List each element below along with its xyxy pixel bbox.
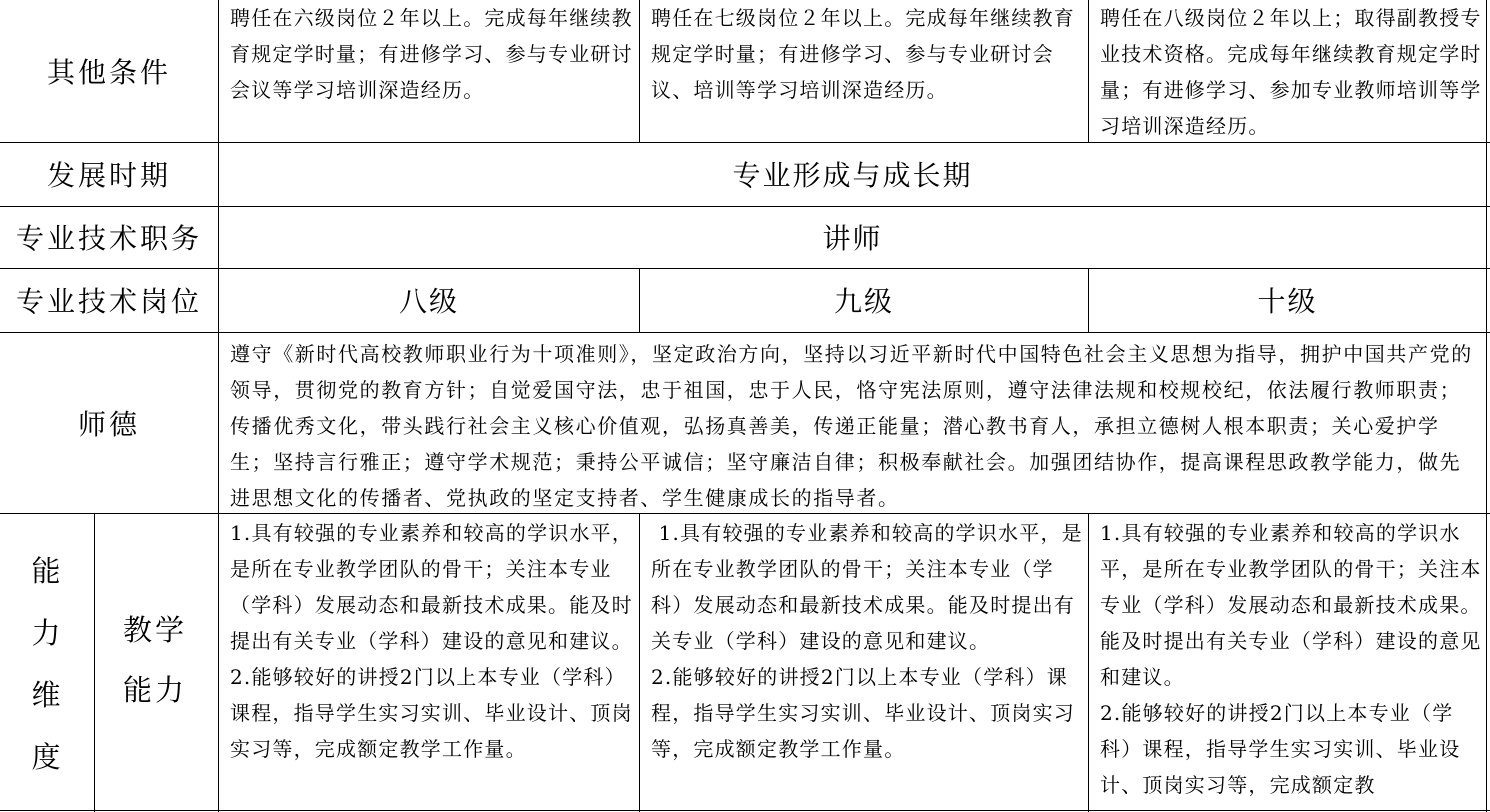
other-conditions-level9: 聘任在七级岗位２年以上。完成每年继续教育规定学时量；有进修学习、参与专业研讨会议、培训等学习培训深造经历。: [651, 6, 1075, 102]
teaching-ability-level8: 1.具有较强的专业素养和较高的学识水平，是所在专业教学团队的骨干；关注本专业（学科）发展动态和最新技术成果。能及时提出有关专业（学科）建设的意见和建议。 2.能够较好的讲授2门以上本专业（学科）课程，指导学生实习实训、毕业设计、顶岗实习等，完成额定教学工作量。: [230, 521, 634, 761]
col-divider: [94, 513, 95, 812]
development-period-label: 发展时期: [46, 159, 171, 192]
row-divider: [0, 332, 1490, 333]
teaching-ability-level9: 1.具有较强的专业素养和较高的学识水平，是所在专业教学团队的骨干；关注本专业（学科）发展动态和最新技术成果。能及时提出有关专业（学科）建设的意见和建议。 2.能够较好的讲授2门以上本专业（学科）课程，指导学生实习实训、毕业设计、顶岗实习等，完成额定教学工作量。: [651, 521, 1083, 761]
col-divider: [1088, 0, 1089, 142]
post-level-ten: 十级: [1257, 285, 1318, 318]
row-divider: [0, 810, 1490, 811]
technical-title-value: 讲师: [822, 222, 883, 255]
col-divider: [639, 0, 640, 142]
technical-title-label: 专业技术职务: [15, 222, 202, 255]
development-period-value: 专业形成与成长期: [732, 159, 973, 192]
ability-dimension-label: 能力维度: [31, 554, 61, 774]
other-conditions-level10: 聘任在八级岗位２年以上；取得副教授专业技术资格。完成每年继续教育规定学时量；有进修学习、参加专业教师培训等学习培训深造经历。: [1100, 6, 1482, 138]
col-divider: [639, 513, 640, 812]
ethics-text: 遵守《新时代高校教师职业行为十项准则》，坚定政治方向，坚持以习近平新时代中国特色社会主义思想为指导，拥护中国共产党的领导，贯彻党的教育方针；自觉爱国守法，忠于祖国，忠于人民，恪守宪法原则，遵守法律法规和校规校纪，依法履行教师职责；传播优秀文化，带头践行社会主义核心价值观，弘扬真善美，传递正能量；潜心教书育人，承担立德树人根本职责；关心爱护学生；坚持言行雅正；遵守学术规范；秉持公平诚信；坚守廉洁自律；积极奉献社会。加强团结协作，提高课程思政教学能力，做先进思想文化的传播者、党执政的坚定支持者、学生健康成长的指导者。: [230, 342, 1473, 510]
technical-post-label: 专业技术岗位: [15, 285, 202, 318]
ethics-label: 师德: [77, 407, 140, 441]
teaching-ability-level10: 1.具有较强的专业素养和较高的学识水平，是所在专业教学团队的骨干；关注本专业（学科）发展动态和最新技术成果。能及时提出有关专业（学科）建设的意见和建议。 2.能够较好的讲授2门以上本专业（学科）课程，指导学生实习实训、毕业设计、顶岗实习等，完成额定教: [1100, 521, 1482, 797]
other-conditions-label: 其他条件: [46, 56, 171, 89]
teaching-ability-label: 教学能力: [122, 613, 187, 707]
col-divider: [1088, 513, 1089, 812]
other-conditions-level8: 聘任在六级岗位２年以上。完成每年继续教育规定学时量；有进修学习、参与专业研讨会议等学习培训深造经历。: [230, 6, 633, 102]
post-level-eight: 八级: [398, 285, 459, 318]
post-level-nine: 九级: [833, 285, 894, 318]
col-divider: [218, 0, 219, 812]
col-divider: [1486, 0, 1487, 812]
